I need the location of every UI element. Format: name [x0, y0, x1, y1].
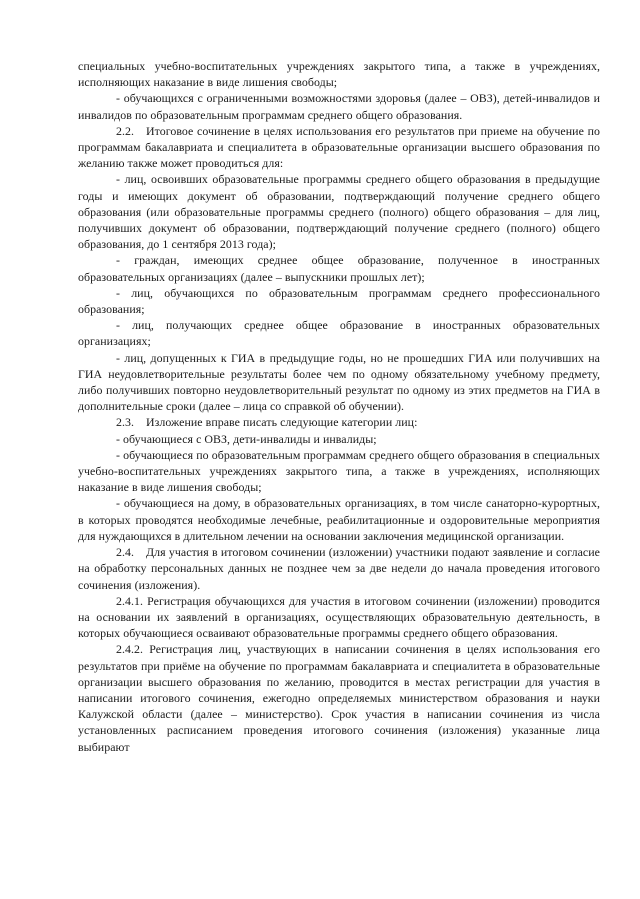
paragraph: 2.3. Изложение вправе писать следующие категории лиц: [116, 415, 418, 430]
paragraph: - обучающиеся с ОВЗ, дети-инвалиды и инвалиды; [116, 431, 377, 446]
paragraph: специальных учебно-воспитательных учреждениях закрытого типа, а также в учреждениях, исполняющих наказание в виде лишения свободы; [78, 59, 600, 90]
paragraph: 2.2. Итоговое сочинение в целях использования его результатов при приеме на обучение по программам бакалавриата и специалитета в образовательные организации высшего образования по желанию также может проводиться для: [78, 123, 600, 171]
paragraph: - лиц, обучающихся по образовательным программам среднего профессионального образования; [78, 285, 600, 317]
paragraph: - обучающихся с ограниченными возможностями здоровья (далее – ОВЗ), детей-инвалидов и инвалидов по образовательным программам среднего общего образования. [78, 91, 600, 122]
paragraph: - граждан, имеющих среднее общее образование, полученное в иностранных образовательных организациях (далее – выпускники прошлых лет); [78, 253, 600, 284]
paragraph: - обучающиеся на дому, в образовательных организациях, в том числе санаторно-курортных, в которых проводятся необходимые лечебные, реабилитационные и оздоровительные мероприятия для нуждающихся в длительном лечении на основании заключения медицинской организации. [78, 496, 600, 543]
paragraph: - лиц, освоивших образовательные программы среднего общего образования в предыдущие годы и имеющих документ об образовании, подтверждающий получение среднего общего образования (или образовательные программы среднего (полного) общего образования – для лиц, получивших документ об образовании, подтверждающий получение среднего (полного) общего образования, до 1 сентября 2013 года); [78, 172, 600, 252]
paragraph: 2.4.2. Регистрация лиц, участвующих в написании сочинения в целях использования его результатов при приёме на обучение по программам бакалавриата и специалитета в образовательные организации высшего образования по желанию, проводится в местах регистрации для участия в написании итогового сочинения, ежегодно определяемых министерством образования и науки Калужской области (далее – министерство). Срок участия в написании сочинения из числа установленных расписанием проведения итогового сочинения (изложения) указанные лица выбирают [78, 642, 600, 754]
document-text [78, 58, 600, 755]
paragraph: 2.4.1. Регистрация обучающихся для участия в итоговом сочинении (изложении) проводится на основании их заявлений в организациях, осуществляющих образовательную деятельность, в которых обучающиеся осваивают образовательные программы среднего общего образования. [78, 593, 600, 641]
paragraph: - обучающиеся по образовательным программам среднего общего образования в специальных учебно-воспитательных учреждениях закрытого типа, а также в учреждениях, исполняющих наказание в виде лишения свободы; [78, 447, 600, 495]
paragraph: - лиц, допущенных к ГИА в предыдущие годы, но не прошедших ГИА или получивших на ГИА неудовлетворительные результаты более чем по одному обязательному учебному предмету, либо получивших повторно неудовлетворительный результат по одному из этих предметов на ГИА в дополнительные сроки (далее – лица со справкой об обучении). [78, 350, 600, 414]
paragraph: - лиц, получающих среднее общее образование в иностранных образовательных организациях; [78, 318, 600, 349]
paragraph: 2.4. Для участия в итоговом сочинении (изложении) участники подают заявление и согласие на обработку персональных данных не позднее чем за две недели до начала проведения итогового сочинения (изложения). [78, 545, 600, 592]
